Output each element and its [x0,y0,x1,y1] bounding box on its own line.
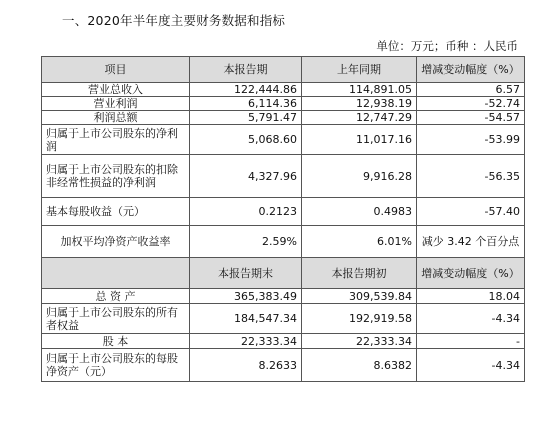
row-current: 4,327.96 [190,155,302,198]
row-change: -4.34 [417,304,525,334]
row-label: 基本每股收益（元） [42,198,190,226]
unit-note: 单位：万元；币种 ：人民币 [376,39,518,53]
row-current: 2.59% [190,226,302,258]
row-change: -52.74 [417,97,525,111]
table-row [42,155,525,198]
table-row [42,125,525,155]
row-current: 5,791.47 [190,111,302,125]
row-label: 营业总收入 [42,83,190,97]
row-label: 加权平均净资产收益率 [42,226,190,258]
section-title: 一、2020年半年度主要财务数据和指标 [62,13,286,28]
header-blank [42,258,190,289]
row-label: 股 本 [42,334,190,349]
table-row [42,334,525,349]
table-row [42,83,525,97]
table-row [42,226,525,258]
header-prior-period: 上年同期 [302,57,417,83]
row-current: 365,383.49 [190,289,302,304]
header-current-period: 本报告期 [190,57,302,83]
row-change: - [417,334,525,349]
row-change: 18.04 [417,289,525,304]
row-prior: 6.01% [302,226,417,258]
row-prior: 12,938.19 [302,97,417,111]
table-row [42,111,525,125]
row-change: -57.40 [417,198,525,226]
table-row [42,304,525,334]
row-prior: 12,747.29 [302,111,417,125]
header-change-pct: 增减变动幅度（%） [417,57,525,83]
row-prior: 0.4983 [302,198,417,226]
row-change: 减少 3.42 个百分点 [417,226,525,258]
row-change: -56.35 [417,155,525,198]
row-prior: 11,017.16 [302,125,417,155]
table-row [42,289,525,304]
row-label: 归属于上市公司股东的所有者权益 [42,304,190,334]
row-prior: 114,891.05 [302,83,417,97]
header-change-pct-2: 增减变动幅度（%） [417,258,525,289]
row-prior: 22,333.34 [302,334,417,349]
row-current: 6,114.36 [190,97,302,111]
table-header-row-2 [42,258,525,289]
row-current: 184,547.34 [190,304,302,334]
header-item: 项目 [42,57,190,83]
row-prior: 192,919.58 [302,304,417,334]
row-change: -53.99 [417,125,525,155]
table-header-row [42,57,525,83]
row-label: 营业利润 [42,97,190,111]
row-prior: 8.6382 [302,349,417,382]
header-period-start: 本报告期初 [302,258,417,289]
row-prior: 9,916.28 [302,155,417,198]
row-label: 归属于上市公司股东的扣除非经常性损益的净利润 [42,155,190,198]
financial-table [41,56,525,382]
row-label: 利润总额 [42,111,190,125]
row-current: 22,333.34 [190,334,302,349]
row-change: -54.57 [417,111,525,125]
row-change: -4.34 [417,349,525,382]
row-current: 8.2633 [190,349,302,382]
row-label: 总 资 产 [42,289,190,304]
row-current: 5,068.60 [190,125,302,155]
header-period-end: 本报告期末 [190,258,302,289]
row-current: 0.2123 [190,198,302,226]
table-row [42,97,525,111]
table-row [42,349,525,382]
row-current: 122,444.86 [190,83,302,97]
row-change: 6.57 [417,83,525,97]
row-prior: 309,539.84 [302,289,417,304]
row-label: 归属于上市公司股东的净利润 [42,125,190,155]
row-label: 归属于上市公司股东的每股净资产（元） [42,349,190,382]
table-row [42,198,525,226]
